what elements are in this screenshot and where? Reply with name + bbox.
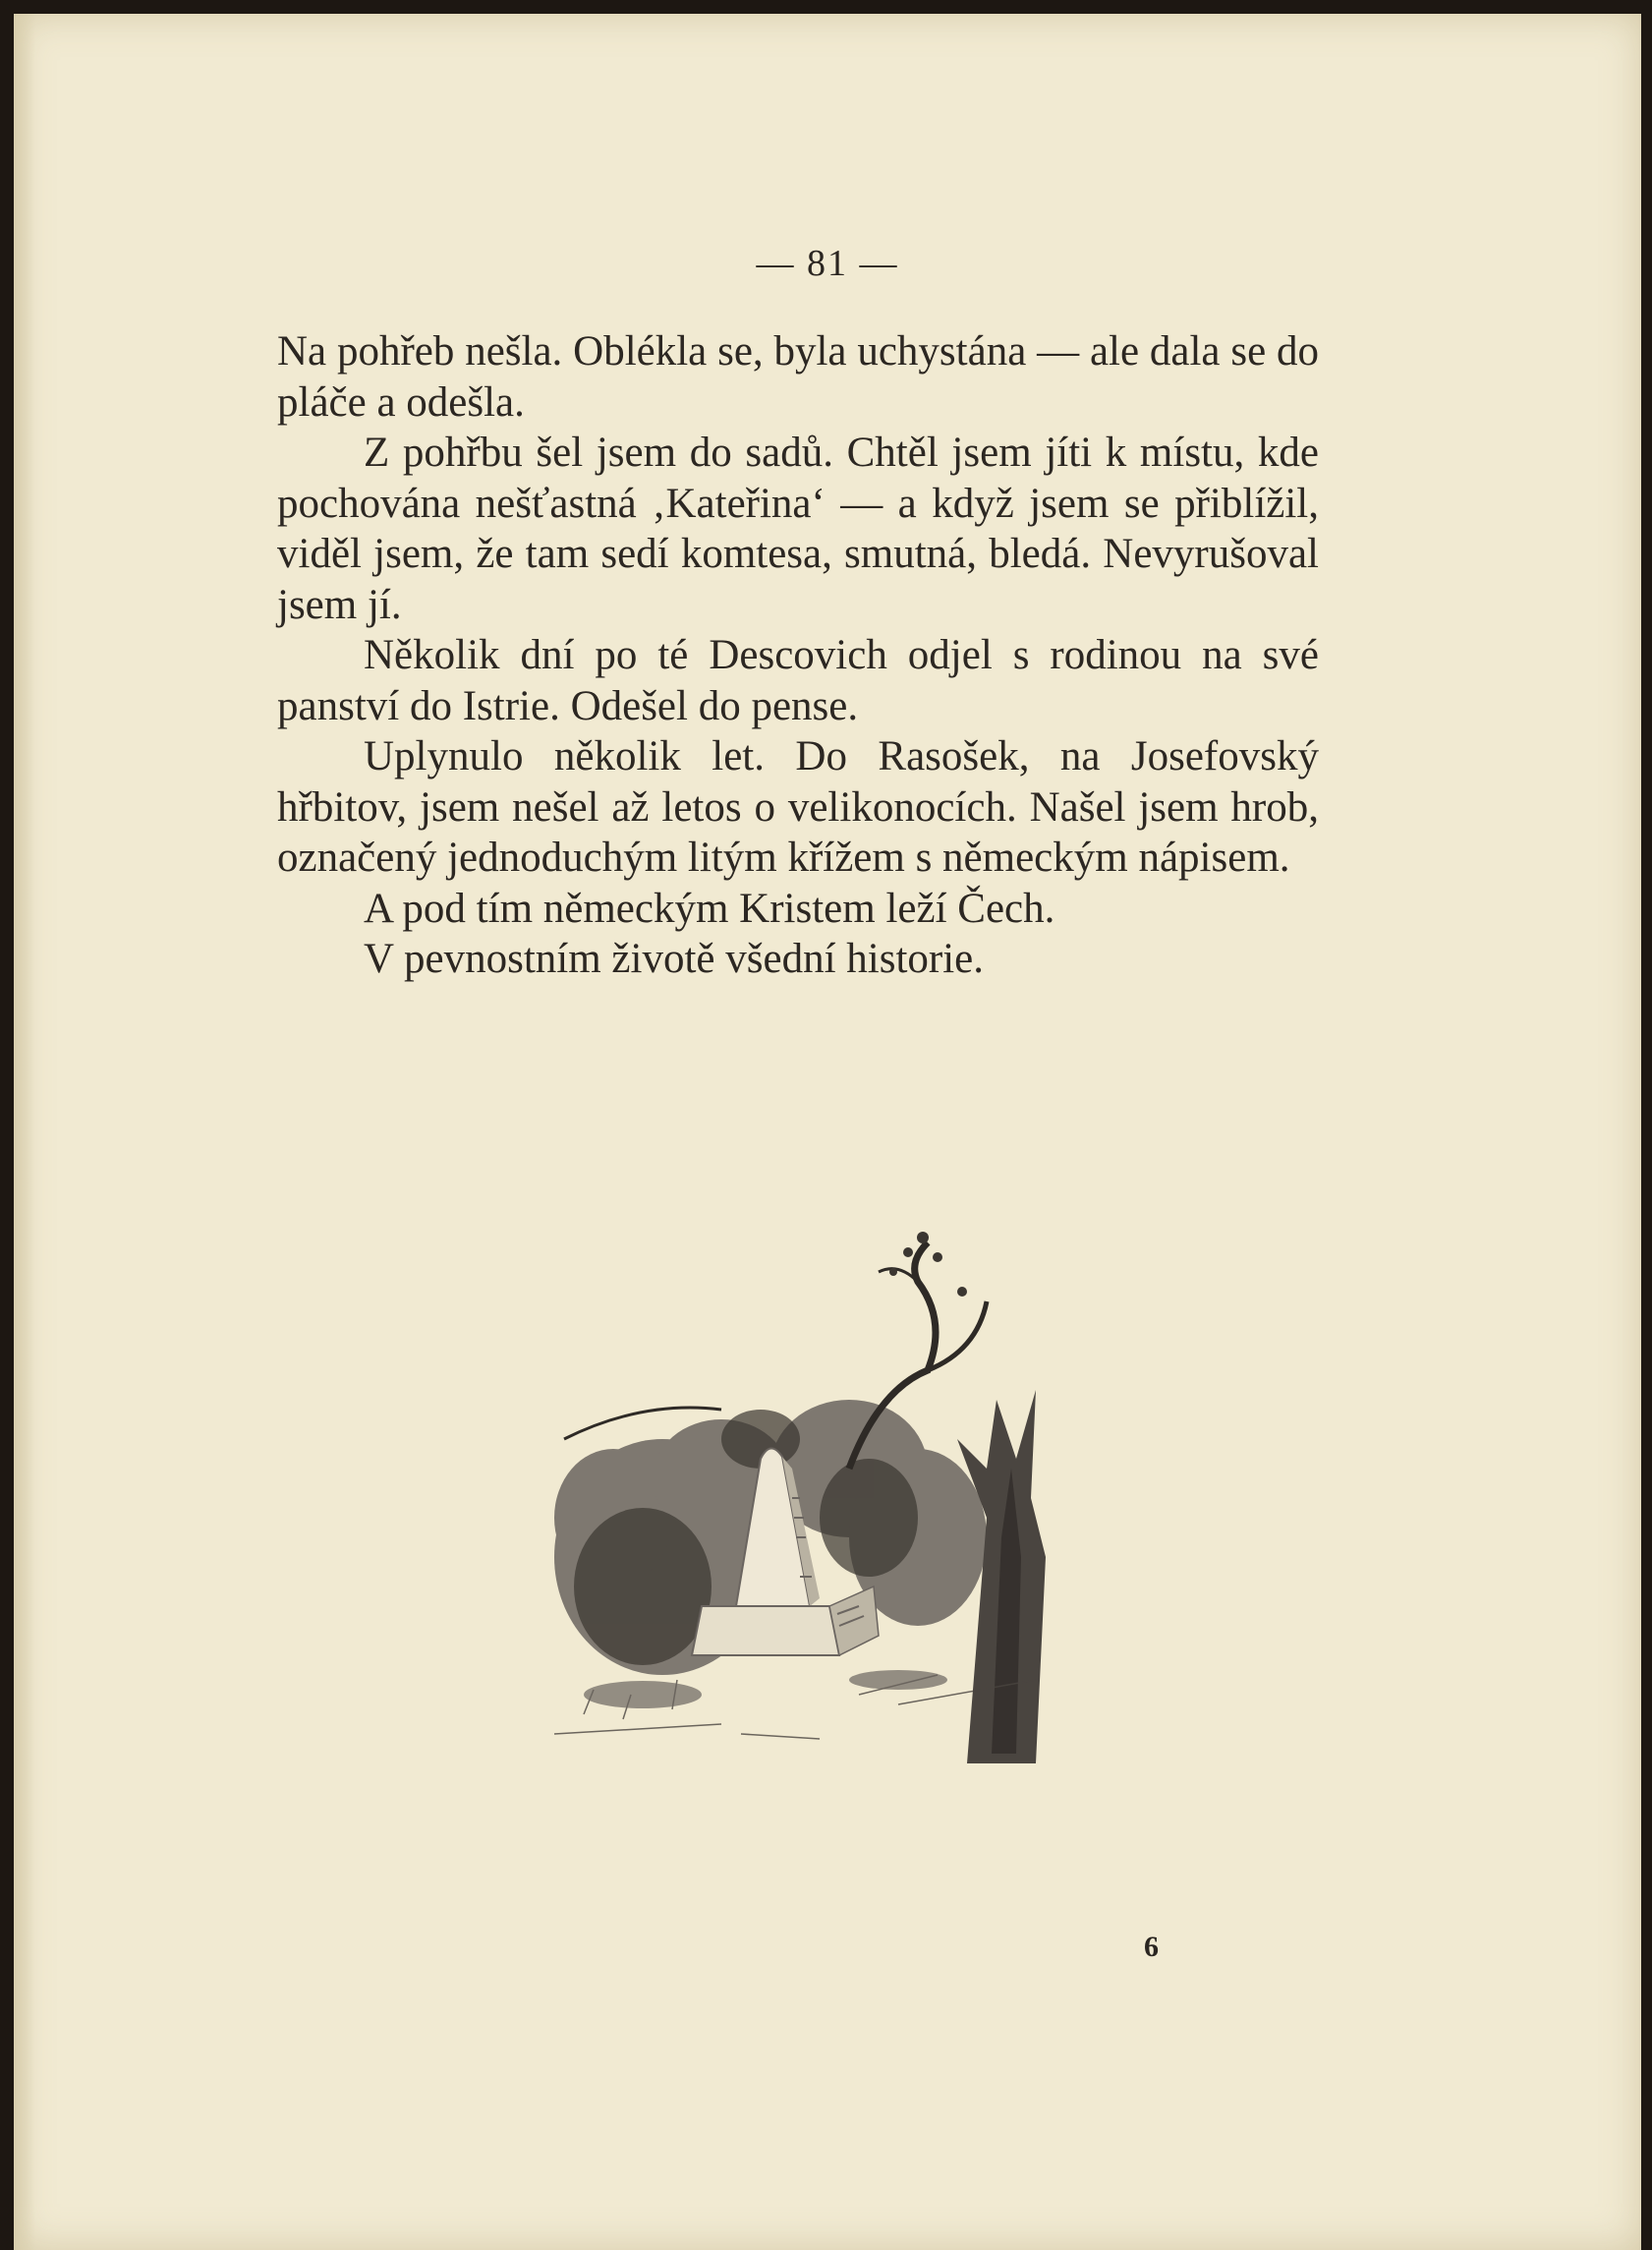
paragraph: Na pohřeb nešla. Oblékla se, byla uchystána — ale dala se do pláče a odešla.	[277, 328, 1319, 426]
body-text	[277, 326, 1319, 985]
page-number: — 81 —	[756, 243, 899, 284]
page-spine-shadow	[14, 14, 35, 2250]
paragraph: Několik dní po té Descovich odjel s rodinou na své panství do Istrie. Odešel do pense.	[277, 632, 1319, 729]
paragraph: V pevnostním životě všední historie.	[364, 936, 984, 982]
paragraph: Uplynulo několik let. Do Rasošek, na Josefovský hřbitov, jsem nešel až letos o velikonocích. Našel jsem hrob, označený jednoduchým litým křížem s německým nápisem.	[277, 733, 1319, 881]
paragraph: Z pohřbu šel jsem do sadů. Chtěl jsem jíti k místu, kde pochována nešťastná ‚Kateřina‘ — a když jsem se přiblížil, viděl jsem, že tam sedí komtesa, smutná, bledá. Nevyrušoval jsem jí.	[277, 430, 1319, 628]
signature-mark: 6	[1144, 1931, 1159, 1963]
paragraph: A pod tím německým Kristem leží Čech.	[364, 885, 1055, 932]
gravestone-illustration-icon	[525, 1144, 1095, 1763]
book-page	[14, 14, 1641, 2250]
